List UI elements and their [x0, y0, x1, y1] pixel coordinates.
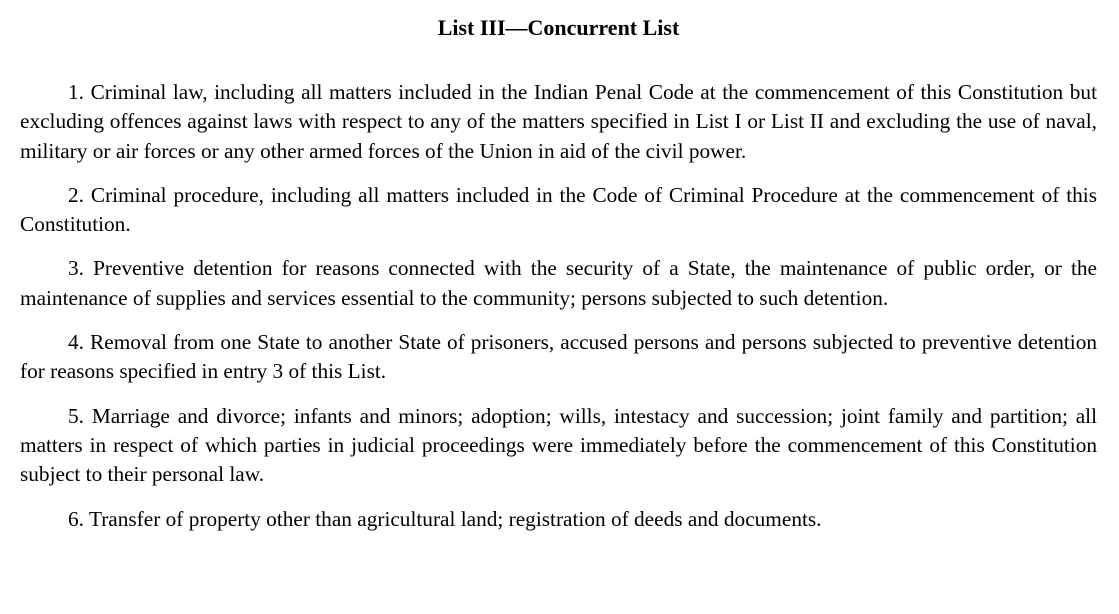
list-entry-6: [20, 505, 1097, 534]
page-title: List III—Concurrent List: [437, 15, 680, 40]
entry-number: 2.: [68, 182, 84, 207]
entry-number: 3.: [68, 256, 84, 281]
list-entry-3: [20, 254, 1097, 313]
entry-number: 4.: [68, 330, 84, 355]
entry-text: Criminal procedure, including all matters included in the Code of Criminal Procedure at the commencement of this Constitution.: [20, 182, 1097, 237]
entry-text: Criminal law, including all matters included in the Indian Penal Code at the commencement of this Constitution but excluding offences against laws with respect to any of the matters specified in List I or List II and excluding the use of naval, military or air forces or any other armed forces of the Union in aid of the civil power.: [20, 80, 1097, 163]
entry-number: 1.: [68, 80, 84, 104]
entry-text: Marriage and divorce; infants and minors; adoption; wills, intestacy and succession; joint family and partition; all matters in respect of which parties in judicial proceedings were immediately before the commencement of this Constitution subject to their personal law.: [20, 403, 1098, 487]
entry-number: 6.: [68, 506, 84, 531]
list-entry-2: [20, 181, 1097, 240]
list-entry-5: [20, 402, 1097, 490]
list-entry-1: [20, 78, 1097, 166]
entry-text: Preventive detention for reasons connected with the security of a State, the maintenance of public order, or the maintenance of supplies and services essential to the community; persons subjected to such detention.: [20, 256, 1097, 310]
list-entry-4: [20, 328, 1097, 387]
entry-text: Transfer of property other than agricultural land; registration of deeds and documents.: [88, 506, 822, 531]
entry-number: 5.: [68, 403, 84, 428]
entry-text: Removal from one State to another State of prisoners, accused persons and persons subjected to preventive detention for reasons specified in entry 3 of this List.: [20, 330, 1097, 384]
